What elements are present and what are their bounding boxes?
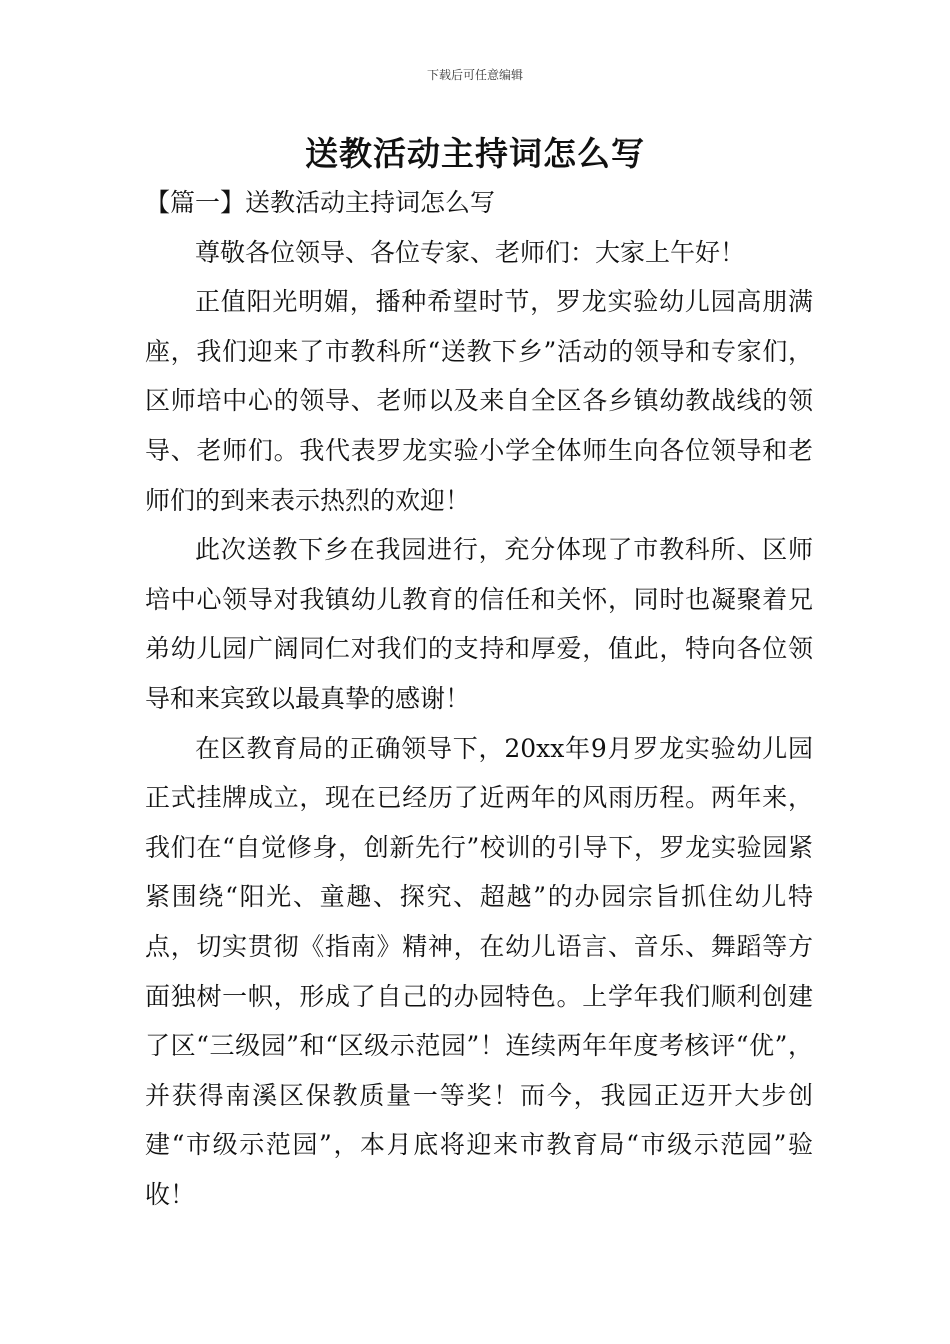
- paragraph-greeting: 尊敬各位领导、各位专家、老师们：大家上午好！: [195, 237, 746, 267]
- paragraph-history: 在区教育局的正确领导下，20xx年9月罗龙实验幼儿园正式挂牌成立，现在已经历了近两年的风雨历程。两年来，我们在“自觉修身，创新先行”校训的引导下，罗龙实验园紧紧围绕“阳光、童趣、探究、超越”的办园宗旨抓住幼儿特点，切实贯彻《指南》精神，在幼儿语言、音乐、舞蹈等方面独树一帜，形成了自己的办园特色。上学年我们顺利创建了区“三级园”和“区级示范园”！连续两年年度考核评“优”，并获得南溪区保教质量一等奖！而今，我园正迈开大步创建“市级示范园”，本月底将迎来市教育局“市级示范园”验收！: [145, 733, 813, 1209]
- section-heading: 【篇一】送教活动主持词怎么写: [145, 188, 496, 217]
- header-note: 下载后可任意编辑: [426, 68, 523, 82]
- paragraph-welcome: 正值阳光明媚，播种希望时节，罗龙实验幼儿园高朋满座，我们迎来了市教科所“送教下乡”活动的领导和专家们，区师培中心的领导、老师以及来自全区各乡镇幼教战线的领导、老师们。我代表罗龙实验小学全体师生向各位领导和老师们的到来表示热烈的欢迎！: [145, 287, 813, 515]
- paragraph-thanks: 此次送教下乡在我园进行，充分体现了市教科所、区师培中心领导对我镇幼儿教育的信任和关怀，同时也凝聚着兄弟幼儿园广阔同仁对我们的支持和厚爱，值此，特向各位领导和来宾致以最真挚的感谢！: [145, 535, 813, 713]
- document-title: 送教活动主持词怎么写: [305, 134, 645, 173]
- document-body: [145, 178, 813, 1219]
